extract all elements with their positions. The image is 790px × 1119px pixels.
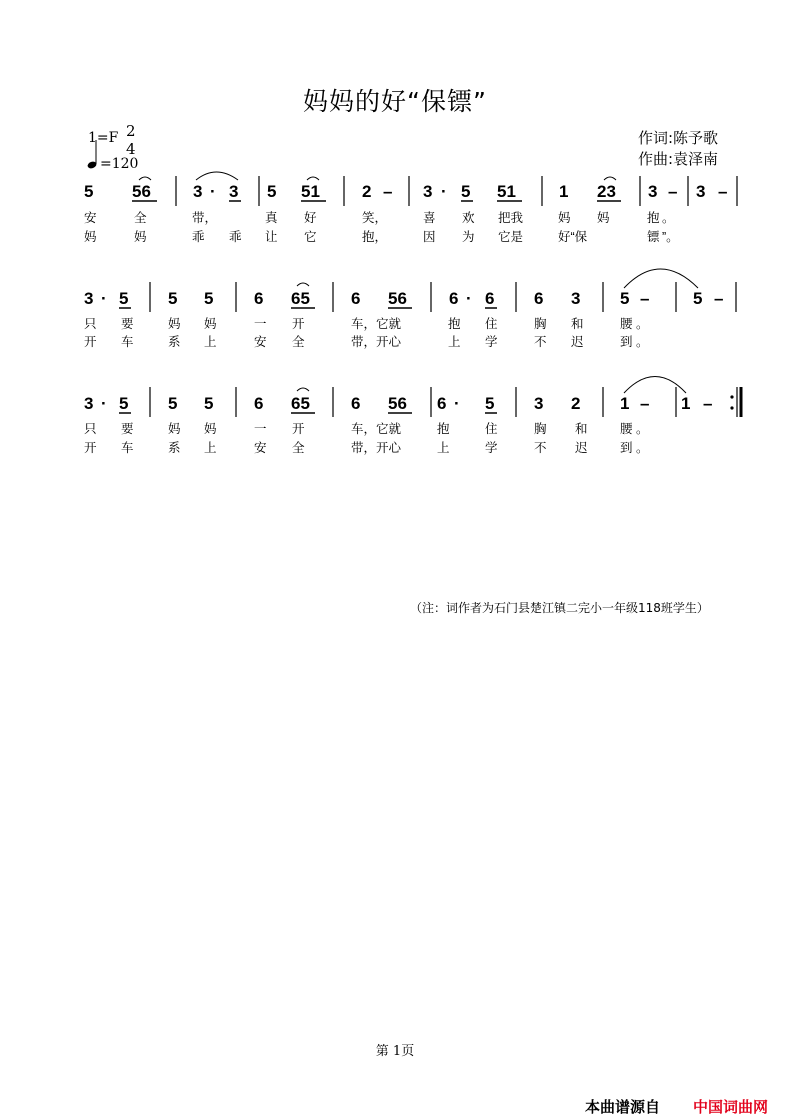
composer-credit: 作曲:袁泽南 bbox=[638, 150, 719, 168]
lyric: 抱 bbox=[647, 211, 660, 225]
note: 1 bbox=[559, 182, 569, 201]
time-signature-bottom: 4 bbox=[126, 140, 136, 158]
lyric: 喜 bbox=[423, 211, 436, 225]
lyric: 妈 bbox=[558, 211, 571, 225]
lyric: 。 bbox=[662, 211, 675, 225]
repeat-end-barline bbox=[730, 387, 741, 417]
note: 5 bbox=[204, 289, 214, 308]
lyric: 全 bbox=[292, 441, 305, 455]
lyric: 妈 bbox=[597, 211, 610, 225]
dash: – bbox=[640, 394, 650, 413]
lyric: 上 bbox=[448, 335, 461, 349]
note: 5 bbox=[620, 289, 630, 308]
lyric: 车 bbox=[121, 441, 134, 455]
note: 65 bbox=[291, 289, 310, 308]
lyric: 和 bbox=[571, 317, 584, 331]
note: 5 bbox=[267, 182, 277, 201]
lyric: 带， bbox=[192, 211, 218, 225]
lyric: 胸 bbox=[534, 317, 547, 331]
lyric: 抱 bbox=[437, 422, 450, 436]
note: 5 bbox=[461, 182, 471, 201]
note: 2 bbox=[362, 182, 372, 201]
lyric: 。 bbox=[636, 422, 649, 436]
lyric: 住 bbox=[485, 317, 498, 331]
lyric: 笑， bbox=[362, 211, 388, 225]
note: 5 bbox=[485, 394, 495, 413]
lyric: 全 bbox=[292, 335, 305, 349]
note: 5 bbox=[119, 289, 129, 308]
dot: · bbox=[101, 289, 107, 308]
lyric: 一 bbox=[254, 422, 267, 436]
lyric: 只 bbox=[84, 317, 97, 331]
lyric: 开 bbox=[292, 422, 305, 436]
slurs bbox=[139, 172, 616, 180]
note: 2 bbox=[571, 394, 581, 413]
note: 5 bbox=[84, 182, 94, 201]
dash: – bbox=[383, 182, 393, 201]
lyric: 妈 bbox=[204, 422, 217, 436]
lyric: 腰 bbox=[620, 317, 633, 331]
system-1 bbox=[84, 172, 737, 244]
note: 3 bbox=[571, 289, 581, 308]
lyric: 为 bbox=[462, 230, 475, 244]
note: 51 bbox=[301, 182, 320, 201]
lyric: 。 bbox=[636, 335, 649, 349]
dash: – bbox=[718, 182, 728, 201]
note: 5 bbox=[168, 289, 178, 308]
note: 5 bbox=[204, 394, 214, 413]
lyric: 妈 bbox=[168, 317, 181, 331]
note: 3 bbox=[648, 182, 658, 201]
dash: – bbox=[640, 289, 650, 308]
lyric: 镖 bbox=[647, 230, 660, 244]
lyric: 胸 bbox=[534, 422, 547, 436]
lyric: 安 bbox=[254, 335, 267, 349]
dot: · bbox=[454, 394, 460, 413]
slurs bbox=[297, 377, 686, 394]
lyric: 欢 bbox=[462, 211, 475, 225]
note: 3 bbox=[84, 394, 94, 413]
note: 6 bbox=[449, 289, 459, 308]
lyric: 抱 bbox=[448, 317, 461, 331]
note: 6 bbox=[351, 394, 361, 413]
lyric: 开 bbox=[292, 317, 305, 331]
system-2 bbox=[84, 269, 736, 349]
note: 3 bbox=[696, 182, 706, 201]
lyric: 妈 bbox=[134, 230, 147, 244]
lyric: 乖 bbox=[229, 230, 242, 244]
note: 5 bbox=[168, 394, 178, 413]
note: 6 bbox=[254, 289, 264, 308]
lyric: 车 bbox=[121, 335, 134, 349]
lyric: 把我 bbox=[498, 211, 524, 225]
lyric: 真 bbox=[265, 211, 278, 225]
note: 1 bbox=[620, 394, 630, 413]
system-3 bbox=[84, 377, 741, 456]
lyric: 学 bbox=[485, 335, 498, 349]
lyric: 学 bbox=[485, 441, 498, 455]
lyric: 开 bbox=[84, 441, 97, 455]
note: 56 bbox=[388, 289, 407, 308]
lyric: 它是 bbox=[498, 230, 524, 244]
lyric: 到 bbox=[620, 441, 633, 455]
lyric: 迟 bbox=[571, 335, 584, 349]
key-signature: 1=F bbox=[88, 130, 119, 146]
note: 3 bbox=[193, 182, 203, 201]
lyric: 好“保 bbox=[558, 230, 588, 244]
lyric: ”。 bbox=[662, 230, 679, 244]
note: 3 bbox=[84, 289, 94, 308]
page-number: 第 1页 bbox=[375, 1044, 415, 1059]
lyric: 系 bbox=[168, 335, 181, 349]
song-title: 妈妈的好“保镖” bbox=[303, 87, 487, 116]
note: 1 bbox=[681, 394, 691, 413]
lyric: 妈 bbox=[204, 317, 217, 331]
lyric: 上 bbox=[437, 441, 450, 455]
note: 6 bbox=[254, 394, 264, 413]
watermark-site-link[interactable]: 中国词曲网 bbox=[693, 1098, 769, 1116]
note: 3 bbox=[229, 182, 239, 201]
lyric: 不 bbox=[534, 335, 547, 349]
dot: · bbox=[210, 182, 216, 201]
lyric: 好 bbox=[304, 211, 317, 225]
dash: – bbox=[714, 289, 724, 308]
lyric: 带，开心 bbox=[351, 441, 402, 455]
lyric: 全 bbox=[134, 211, 147, 225]
lyric: 腰 bbox=[620, 422, 633, 436]
lyric: 一 bbox=[254, 317, 267, 331]
lyric: 只 bbox=[84, 422, 97, 436]
footnote: （注：词作者为石门县楚江镇二完小一年级118班学生） bbox=[410, 601, 709, 615]
lyric: 上 bbox=[204, 441, 217, 455]
lyric: 安 bbox=[254, 441, 267, 455]
tempo-marking: =120 bbox=[100, 156, 139, 172]
dash: – bbox=[703, 394, 713, 413]
dot: · bbox=[101, 394, 107, 413]
note: 3 bbox=[423, 182, 433, 201]
lyric: 安 bbox=[84, 211, 97, 225]
lyric: 妈 bbox=[84, 230, 97, 244]
lyric: 。 bbox=[636, 317, 649, 331]
note: 5 bbox=[693, 289, 703, 308]
barlines bbox=[150, 387, 676, 417]
lyric: 迟 bbox=[575, 441, 588, 455]
note: 5 bbox=[119, 394, 129, 413]
lyric: 车，它就 bbox=[351, 422, 402, 436]
note: 65 bbox=[291, 394, 310, 413]
lyric: 要 bbox=[121, 317, 134, 331]
dot: · bbox=[441, 182, 447, 201]
note: 6 bbox=[437, 394, 447, 413]
lyric: 乖 bbox=[192, 230, 205, 244]
lyric: 带，开心 bbox=[351, 335, 402, 349]
note: 51 bbox=[497, 182, 516, 201]
lyric: 妈 bbox=[168, 422, 181, 436]
note: 56 bbox=[132, 182, 151, 201]
time-signature-top: 2 bbox=[126, 122, 136, 140]
lyric: 住 bbox=[485, 422, 498, 436]
lyric: 系 bbox=[168, 441, 181, 455]
dot: · bbox=[466, 289, 472, 308]
note: 3 bbox=[534, 394, 544, 413]
note: 6 bbox=[485, 289, 495, 308]
lyric: 和 bbox=[575, 422, 588, 436]
lyric: 上 bbox=[204, 335, 217, 349]
lyric: 要 bbox=[121, 422, 134, 436]
lyric: 让 bbox=[265, 230, 278, 244]
lyric: 车，它就 bbox=[351, 317, 402, 331]
note: 56 bbox=[388, 394, 407, 413]
dash: – bbox=[668, 182, 678, 201]
lyric: 到 bbox=[620, 335, 633, 349]
lyric: 开 bbox=[84, 335, 97, 349]
slurs bbox=[297, 269, 698, 288]
note: 6 bbox=[351, 289, 361, 308]
lyric: 。 bbox=[636, 441, 649, 455]
note: 6 bbox=[534, 289, 544, 308]
lyric: 抱， bbox=[362, 230, 388, 244]
lyric: 不 bbox=[534, 441, 547, 455]
watermark-source-label: 本曲谱源自 bbox=[585, 1098, 661, 1116]
lyricist-credit: 作词:陈予歌 bbox=[638, 129, 719, 147]
lyric: 因 bbox=[423, 230, 436, 244]
lyric: 它 bbox=[304, 230, 317, 244]
note: 23 bbox=[597, 182, 616, 201]
